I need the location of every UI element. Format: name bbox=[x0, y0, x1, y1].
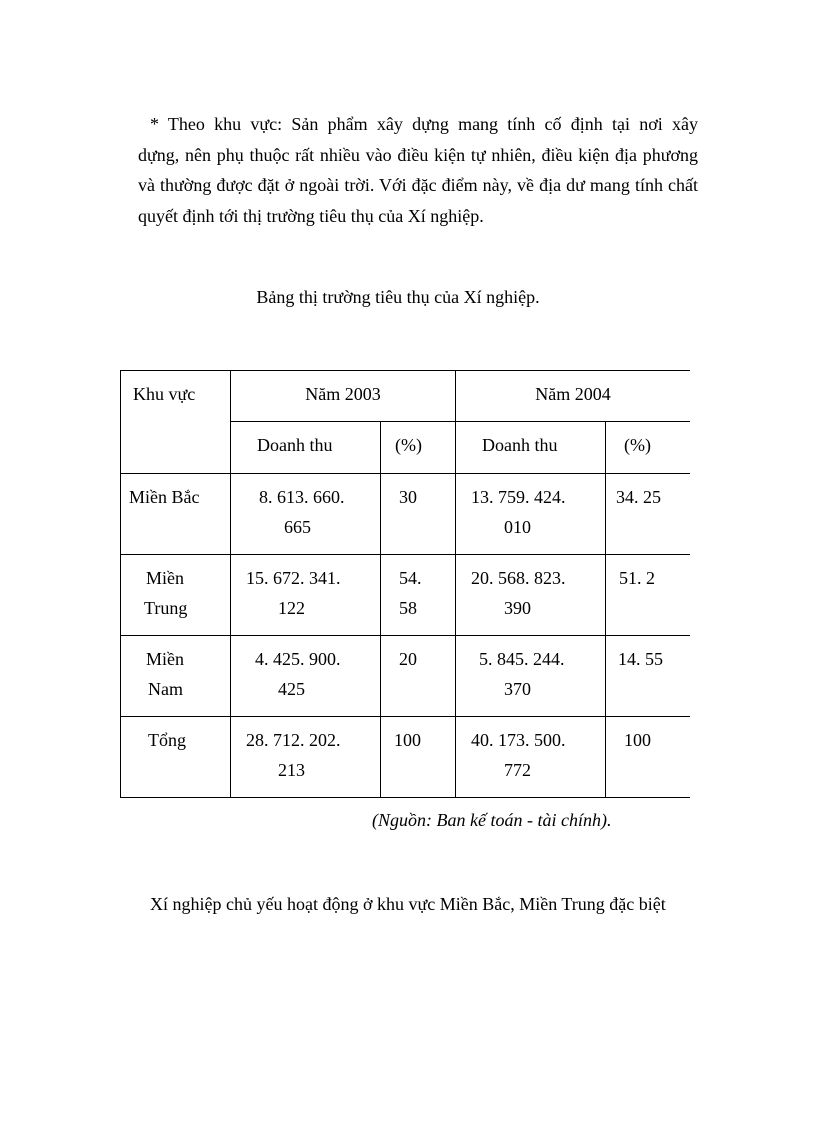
cell-revenue-2004: 13. 759. 424. 010 bbox=[456, 474, 606, 555]
cell-region: Miền Bắc bbox=[121, 474, 231, 555]
cell-percent-2003: 30 bbox=[381, 474, 456, 555]
table-row bbox=[121, 474, 691, 555]
table-row bbox=[121, 555, 691, 636]
cell-percent-2003: 54. 58 bbox=[381, 555, 456, 636]
header-year-2003: Năm 2003 bbox=[231, 371, 456, 422]
cell-percent-2004: 100 bbox=[606, 717, 691, 798]
header-year-2004: Năm 2004 bbox=[456, 371, 691, 422]
intro-line: dựng, nên phụ thuộc rất nhiều vào điều kiện tự nhiên, điều kiện địa phương bbox=[138, 144, 698, 165]
cell-revenue-2004: 20. 568. 823. 390 bbox=[456, 555, 606, 636]
cell-revenue-2003: 15. 672. 341. 122 bbox=[231, 555, 381, 636]
cell-percent-2003: 20 bbox=[381, 636, 456, 717]
table-row-total bbox=[121, 717, 691, 798]
cell-region: Miền Nam bbox=[121, 636, 231, 717]
cell-revenue-2004: 40. 173. 500. 772 bbox=[456, 717, 606, 798]
table-caption: Bảng thị trường tiêu thụ của Xí nghiệp. bbox=[256, 287, 540, 307]
cell-percent-2003: 100 bbox=[381, 717, 456, 798]
intro-paragraph bbox=[138, 109, 698, 231]
table-row bbox=[121, 636, 691, 717]
header-revenue-2003: Doanh thu bbox=[231, 422, 381, 474]
source-note: (Nguồn: Ban kế toán - tài chính). bbox=[372, 810, 612, 830]
cell-region: Tổng bbox=[121, 717, 231, 798]
header-percent-2003: (%) bbox=[381, 422, 456, 474]
intro-line: quyết định tới thị trường tiêu thụ của Xí nghiệp. bbox=[138, 205, 484, 226]
closing-paragraph: Xí nghiệp chủ yếu hoạt động ở khu vực Miền Bắc, Miền Trung đặc biệt bbox=[150, 894, 666, 914]
cell-percent-2004: 34. 25 bbox=[606, 474, 691, 555]
cell-revenue-2003: 8. 613. 660. 665 bbox=[231, 474, 381, 555]
header-revenue-2004: Doanh thu bbox=[456, 422, 606, 474]
table-header-row bbox=[121, 371, 691, 422]
header-percent-2004: (%) bbox=[606, 422, 691, 474]
cell-revenue-2003: 28. 712. 202. 213 bbox=[231, 717, 381, 798]
cell-percent-2004: 51. 2 bbox=[606, 555, 691, 636]
cell-percent-2004: 14. 55 bbox=[606, 636, 691, 717]
cell-revenue-2004: 5. 845. 244. 370 bbox=[456, 636, 606, 717]
cell-revenue-2003: 4. 425. 900. 425 bbox=[231, 636, 381, 717]
market-table bbox=[120, 370, 690, 798]
cell-region: Miền Trung bbox=[121, 555, 231, 636]
header-region: Khu vực bbox=[121, 371, 231, 474]
intro-line: * Theo khu vực: Sản phẩm xây dựng mang tính cố định tại nơi xây bbox=[150, 114, 698, 134]
intro-line: và thường được đặt ở ngoài trời. Với đặc điểm này, về địa dư mang tính chất bbox=[138, 175, 698, 195]
